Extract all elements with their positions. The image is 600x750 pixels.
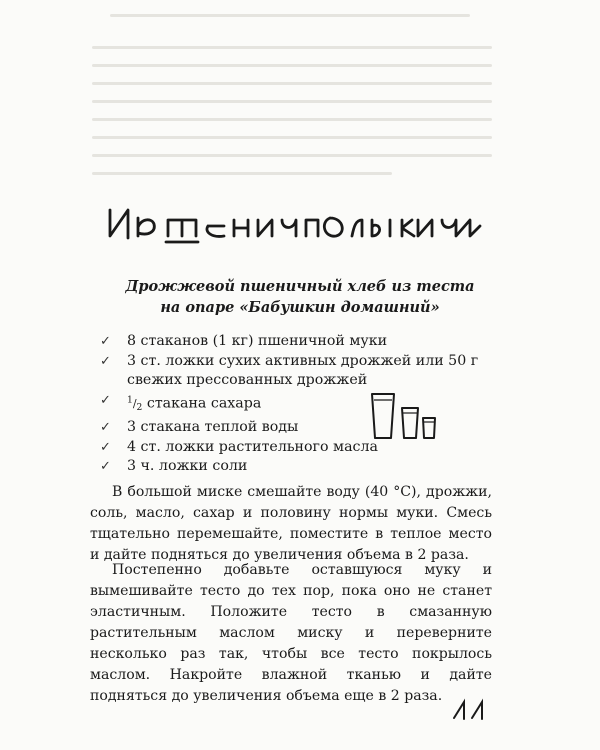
- page-number: [450, 698, 500, 722]
- fraction: [127, 394, 143, 414]
- ingredients-list: [100, 332, 500, 477]
- check-icon: ✓: [100, 353, 111, 369]
- instruction-paragraph: Постепенно добавьте оставшуюся муку и вымешивайте тесто до тех пор, пока оно не станет эластичным. Положите тесто в смазанную растительным маслом миску и переверните несколько раз так, чтобы все тесто покрылось маслом. Накройте влажной тканью и дайте подняться до увеличения объема еще в 2 раза.: [90, 562, 492, 704]
- handwritten-chapter-title-icon: [104, 196, 484, 252]
- ingredient-item: [100, 332, 500, 352]
- check-icon: ✓: [100, 459, 111, 475]
- ingredient-text: стакана сахара: [146, 395, 262, 412]
- measuring-glasses-icon: [368, 392, 438, 440]
- ingredient-text: 8 стаканов (1 кг) пшеничной муки: [127, 333, 388, 349]
- instruction-paragraph: В большой миске смешайте воду (40 °С), дрожжи, соль, масло, сахар и половину нормы муки. Смесь тщательно перемешайте, поместите в теплое место и дайте подняться до увеличения объема в 2 раза.: [90, 484, 492, 563]
- fraction-slash: /: [132, 397, 137, 411]
- ingredient-item: [100, 352, 500, 391]
- fraction-numerator: 1: [127, 394, 133, 406]
- ingredient-item: [100, 438, 500, 458]
- check-icon: ✓: [100, 392, 111, 408]
- ingredient-item: [100, 418, 500, 438]
- ingredient-text: 3 стакана теплой воды: [127, 419, 299, 436]
- bleed-through-text: [0, 0, 600, 200]
- ingredient-text: 3 ч. ложки соли: [127, 458, 248, 475]
- check-icon: ✓: [100, 334, 111, 349]
- recipe-title: [100, 276, 500, 318]
- fraction-denominator: 2: [136, 402, 143, 414]
- check-icon: ✓: [100, 439, 111, 455]
- handwritten-page-number-icon: [450, 698, 500, 722]
- check-icon: ✓: [100, 420, 111, 436]
- ingredient-item: [100, 457, 500, 477]
- recipe-title-line: на опаре «Бабушкин домашний»: [160, 299, 440, 316]
- chapter-title: [104, 196, 484, 252]
- ingredient-text: 4 ст. ложки растительного масла: [127, 438, 378, 455]
- chapter-title-text: [104, 196, 105, 197]
- ingredient-text: 3 ст. ложки сухих активных дрожжей или 50 г свежих прессованных дрожжей: [127, 352, 479, 389]
- recipe-title-line: Дрожжевой пшеничный хлеб из теста: [125, 278, 475, 295]
- page-number-text: [450, 698, 451, 699]
- ingredient-item: [100, 391, 500, 418]
